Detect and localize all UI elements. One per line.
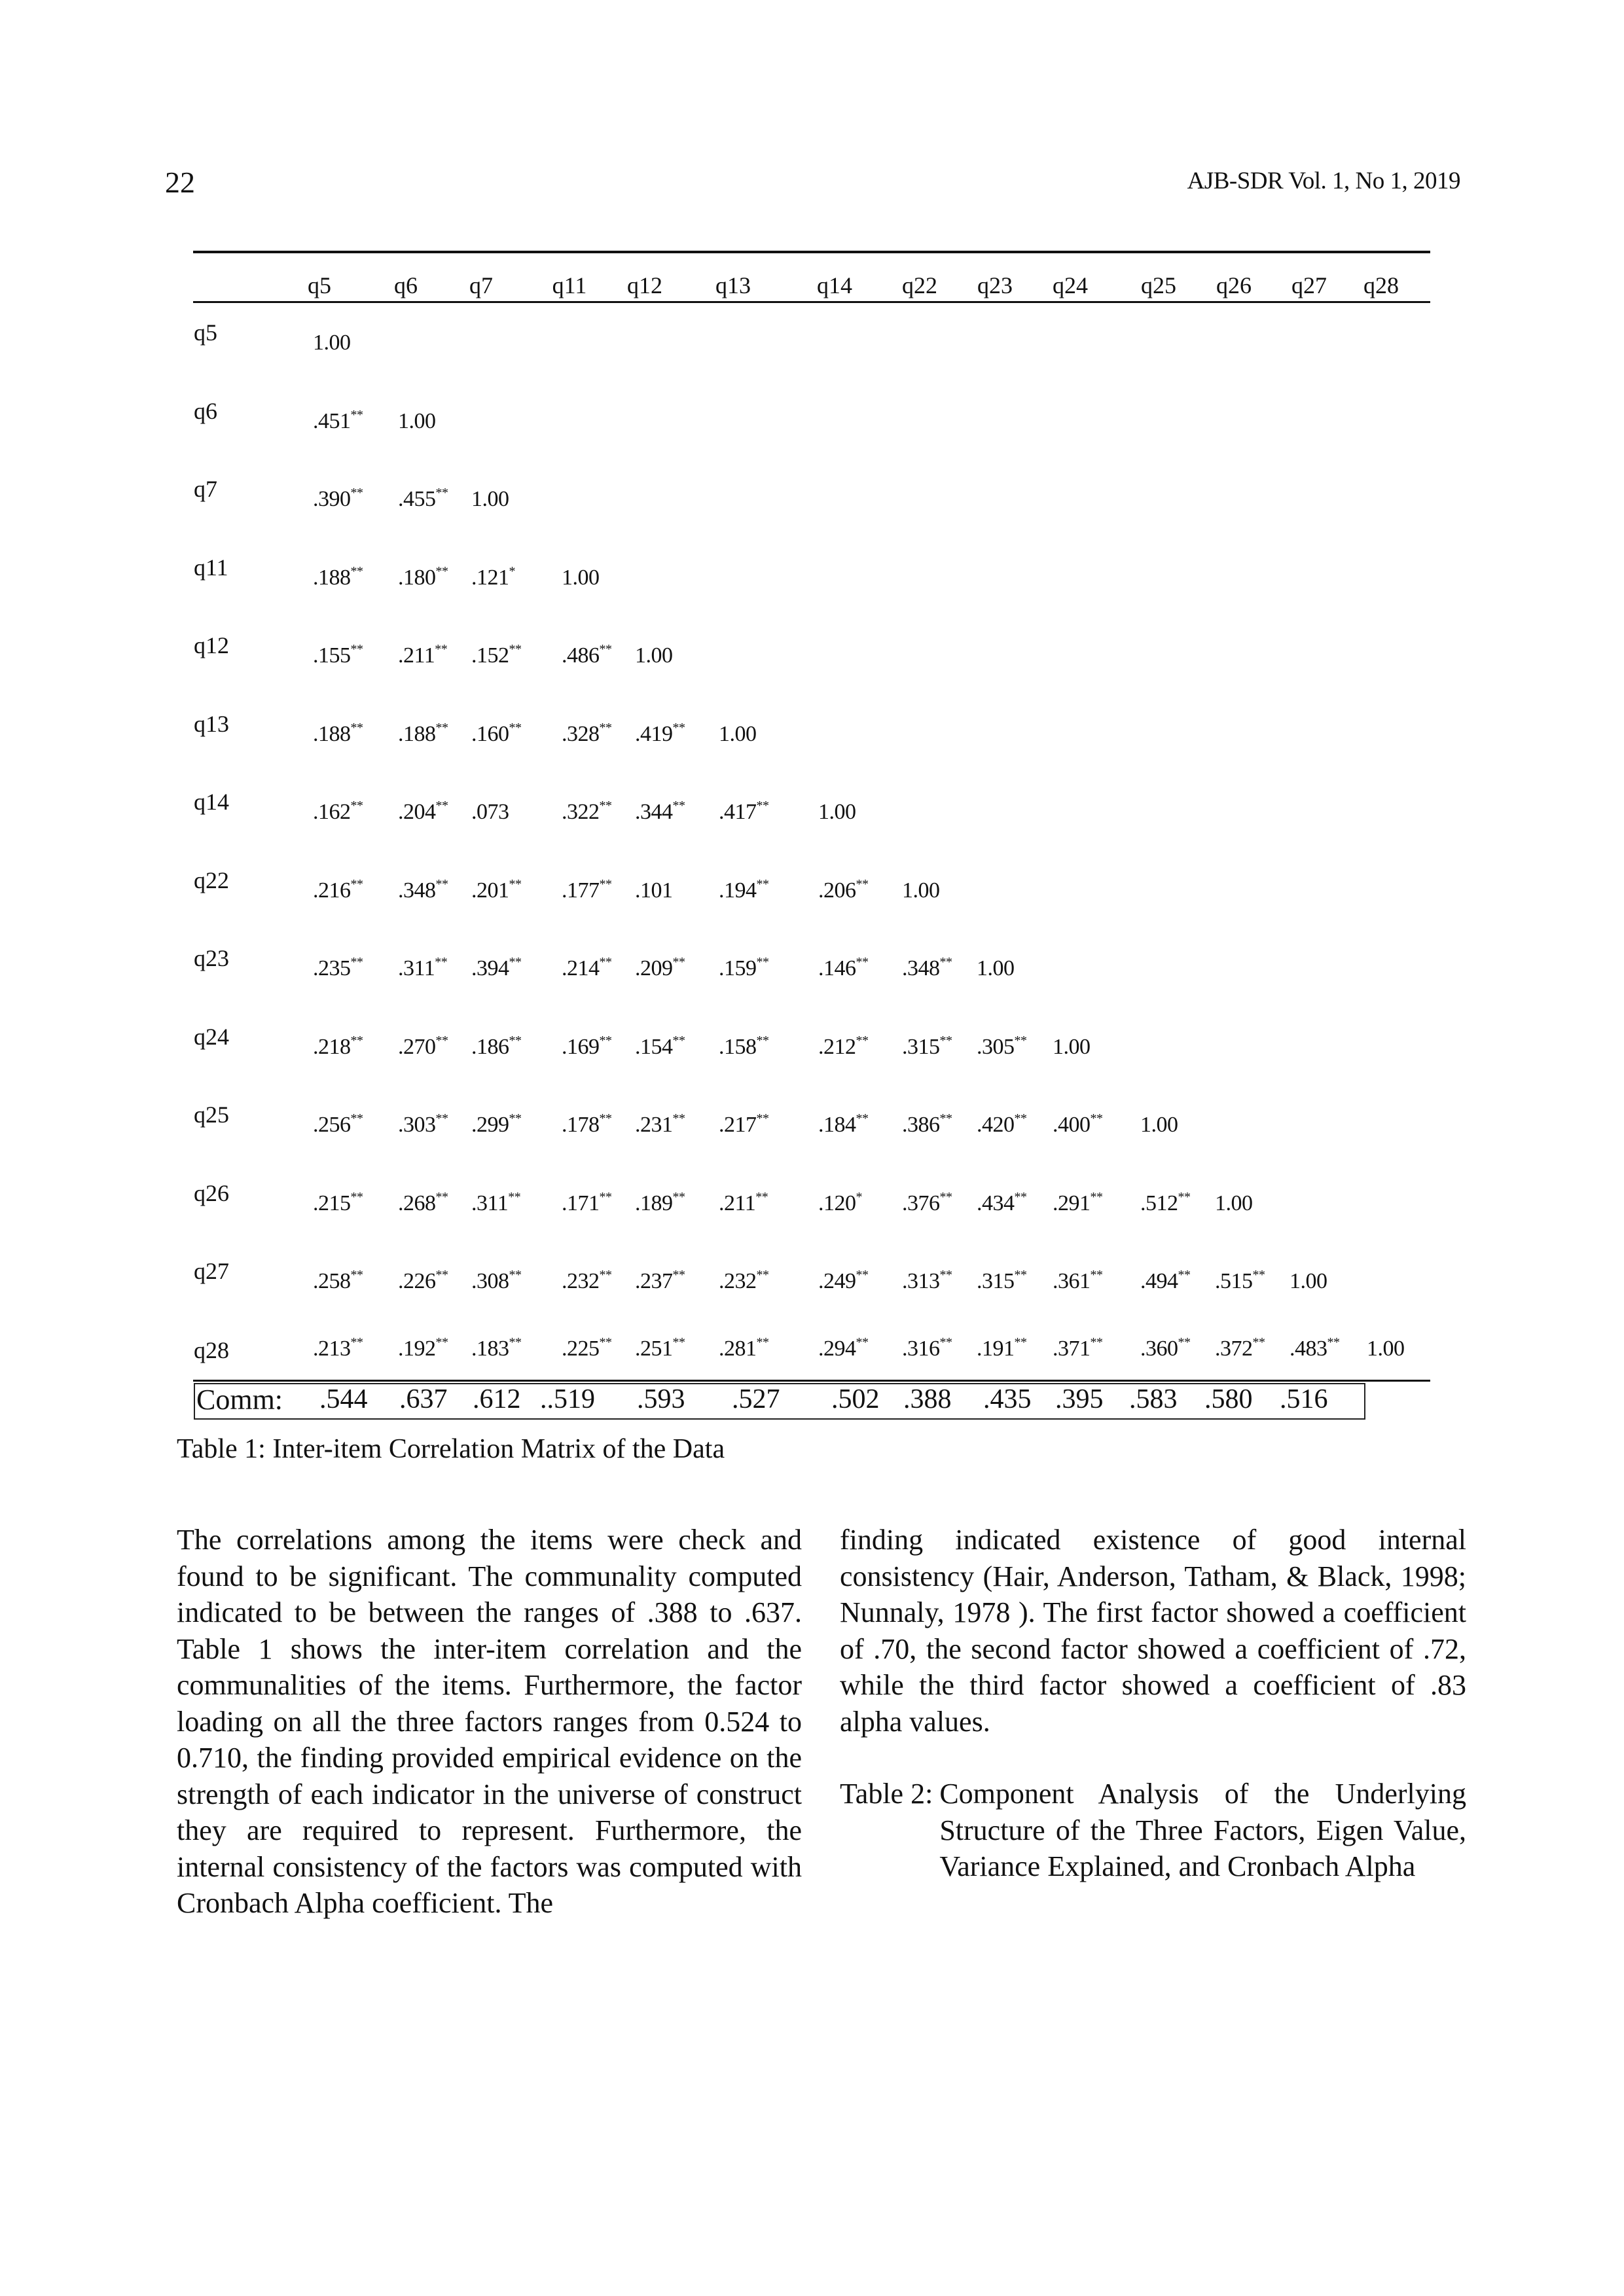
- significance-marker: **: [350, 720, 363, 735]
- table-cell: .232**: [719, 1268, 769, 1293]
- significance-marker: **: [350, 1335, 363, 1350]
- significance-marker: **: [350, 798, 363, 813]
- table-cell: .376**: [902, 1189, 952, 1215]
- table-cell: .237**: [635, 1268, 685, 1293]
- table-cell: .316**: [902, 1335, 952, 1361]
- table-cell: .178**: [562, 1111, 612, 1137]
- significance-marker: **: [435, 564, 448, 579]
- table-cell: .419**: [635, 720, 685, 746]
- table-header-rule: [193, 301, 1430, 303]
- significance-marker: **: [856, 1268, 869, 1282]
- significance-marker: **: [599, 1335, 612, 1350]
- row-label-q7: q7: [194, 476, 217, 502]
- table-cell: .417**: [719, 798, 769, 824]
- significance-marker: **: [755, 1189, 768, 1204]
- communality-value: .516: [1280, 1384, 1328, 1414]
- table-cell: 1.00: [1140, 1113, 1178, 1137]
- table-cell: .211**: [398, 642, 448, 668]
- table-cell: .212**: [818, 1033, 869, 1059]
- table-cell: .121*: [471, 564, 515, 590]
- significance-marker: **: [435, 1033, 448, 1048]
- table-cell: .434**: [977, 1189, 1027, 1215]
- row-label-q12: q12: [194, 632, 229, 658]
- table-cell: .231**: [635, 1111, 685, 1137]
- table-cell: .308**: [471, 1268, 522, 1293]
- table-cell: .177**: [562, 876, 612, 903]
- significance-marker: **: [599, 1111, 612, 1126]
- significance-marker: **: [856, 1033, 869, 1048]
- table-cell: .189**: [635, 1189, 685, 1215]
- communality-value: .502: [831, 1384, 880, 1414]
- column-header-q23: q23: [977, 272, 1013, 298]
- significance-marker: **: [672, 1189, 685, 1204]
- table-cell: .213**: [313, 1335, 363, 1361]
- significance-marker: **: [509, 720, 522, 735]
- significance-marker: **: [509, 1111, 522, 1126]
- table-cell: .249**: [818, 1268, 869, 1293]
- significance-marker: **: [672, 955, 685, 969]
- row-label-q6: q6: [194, 397, 217, 424]
- table-cell: .305**: [977, 1033, 1027, 1059]
- table-cell: .420**: [977, 1111, 1027, 1137]
- significance-marker: **: [350, 876, 363, 891]
- row-label-q28: q28: [194, 1337, 229, 1363]
- table-cell: .390**: [313, 486, 363, 511]
- right-paragraph: finding indicated existence of good internal consistency (Hair, Anderson, Tatham, & Black, 1998; Nunnaly, 1978 ). The first factor showed a coefficient of .70, the second factor showed a coefficient of .72, while the third factor showed a coefficient of .83 alpha values.: [840, 1524, 1466, 1738]
- table-cell: .158**: [719, 1033, 769, 1059]
- significance-marker: **: [509, 1335, 522, 1350]
- significance-marker: **: [939, 1111, 952, 1126]
- significance-marker: **: [509, 1033, 522, 1048]
- table-cell: 1.00: [719, 721, 757, 746]
- column-header-q27: q27: [1291, 272, 1327, 298]
- significance-marker: **: [1178, 1268, 1191, 1282]
- table-cell: .268**: [398, 1189, 448, 1215]
- significance-marker: **: [509, 955, 522, 969]
- column-header-q7: q7: [469, 272, 493, 298]
- table-cell: .322**: [562, 798, 612, 824]
- significance-marker: **: [435, 876, 448, 891]
- table-cell: .152**: [471, 642, 522, 668]
- significance-marker: *: [509, 564, 515, 579]
- column-header-q26: q26: [1216, 272, 1252, 298]
- column-header-q12: q12: [627, 272, 662, 298]
- table-cell: .360**: [1140, 1335, 1191, 1361]
- table-cell: .256**: [313, 1111, 363, 1137]
- table-cell: 1.00: [398, 408, 436, 433]
- table-cell: .159**: [719, 955, 769, 980]
- significance-marker: **: [435, 955, 448, 969]
- table-cell: .194**: [719, 876, 769, 903]
- table-cell: .206**: [818, 876, 869, 903]
- table-cell: .515**: [1215, 1268, 1265, 1293]
- significance-marker: **: [599, 642, 612, 656]
- communality-value: .583: [1129, 1384, 1178, 1414]
- table-cell: .294**: [818, 1335, 869, 1361]
- table-cell: .311**: [471, 1189, 521, 1215]
- significance-marker: **: [756, 955, 769, 969]
- significance-marker: **: [856, 876, 869, 891]
- column-header-q5: q5: [308, 272, 331, 298]
- table-cell: .251**: [635, 1335, 685, 1361]
- table1-caption: Table 1: Inter-item Correlation Matrix of the Data: [177, 1434, 725, 1464]
- table-cell: .216**: [313, 876, 363, 903]
- table-cell: .455**: [398, 486, 448, 511]
- table-cell: .226**: [398, 1268, 448, 1293]
- column-header-q28: q28: [1363, 272, 1399, 298]
- left-paragraph: The correlations among the items were check and found to be significant. The communality computed indicated to be between the ranges of .388 to .637. Table 1 shows the inter-item correlation and the communalities of the items. Furthermore, the factor loading on all the three factors ranges from 0.524 to 0.710, the finding provided empirical evidence on the strength of each indicator in the universe of construct they are required to represent. Furthermore, the internal consistency of the factors was computed with Cronbach Alpha coefficient. The: [177, 1524, 802, 1919]
- table-cell: .120*: [818, 1189, 862, 1215]
- significance-marker: **: [350, 407, 363, 422]
- significance-marker: **: [1327, 1335, 1340, 1350]
- communality-value: .593: [637, 1384, 685, 1414]
- running-head: AJB-SDR Vol. 1, No 1, 2019: [1187, 168, 1460, 194]
- table-cell: .211**: [719, 1189, 768, 1215]
- table-cell: .303**: [398, 1111, 448, 1137]
- communality-value: .637: [399, 1384, 448, 1414]
- table-cell: .348**: [398, 876, 448, 903]
- table-bottom-rule: [193, 1380, 1430, 1382]
- significance-marker: **: [435, 1268, 448, 1282]
- table-cell: 1.00: [902, 878, 940, 903]
- significance-marker: **: [350, 1268, 363, 1282]
- significance-marker: **: [599, 1268, 612, 1282]
- table-cell: .160**: [471, 720, 522, 746]
- significance-marker: **: [756, 1268, 769, 1282]
- table-cell: .315**: [902, 1033, 952, 1059]
- significance-marker: **: [1252, 1268, 1265, 1282]
- significance-marker: **: [435, 720, 448, 735]
- table-cell: .451**: [313, 407, 363, 433]
- significance-marker: **: [672, 798, 685, 813]
- table-cell: .328**: [562, 720, 612, 746]
- significance-marker: **: [856, 955, 869, 969]
- significance-marker: **: [509, 1268, 522, 1282]
- table-cell: .232**: [562, 1268, 612, 1293]
- significance-marker: **: [1014, 1335, 1027, 1350]
- significance-marker: **: [599, 955, 612, 969]
- significance-marker: **: [756, 1111, 769, 1126]
- significance-marker: **: [509, 642, 522, 656]
- communality-value: .388: [903, 1384, 952, 1414]
- significance-marker: **: [1090, 1189, 1103, 1204]
- significance-marker: **: [435, 1111, 448, 1126]
- significance-marker: **: [350, 1033, 363, 1048]
- table-top-rule: [193, 251, 1430, 253]
- significance-marker: **: [672, 1268, 685, 1282]
- row-label-q14: q14: [194, 789, 229, 815]
- significance-marker: **: [599, 720, 612, 735]
- significance-marker: **: [435, 486, 448, 500]
- table-cell: .188**: [313, 564, 363, 590]
- table-cell: .315**: [977, 1268, 1027, 1293]
- table-cell: .180**: [398, 564, 448, 590]
- row-label-q23: q23: [194, 945, 229, 971]
- table-cell: 1.00: [635, 643, 673, 668]
- table-cell: .171**: [562, 1189, 612, 1215]
- page-number: 22: [165, 166, 195, 199]
- table-cell: .291**: [1053, 1189, 1103, 1215]
- significance-marker: **: [939, 955, 952, 969]
- table-cell: .218**: [313, 1033, 363, 1059]
- column-header-q25: q25: [1141, 272, 1176, 298]
- table-cell: .372**: [1215, 1335, 1265, 1361]
- column-header-q13: q13: [715, 272, 751, 298]
- significance-marker: **: [350, 564, 363, 579]
- table-cell: 1.00: [562, 565, 600, 590]
- significance-marker: **: [756, 1335, 769, 1350]
- table-cell: .371**: [1053, 1335, 1103, 1361]
- table-cell: .348**: [902, 955, 952, 980]
- table-cell: .270**: [398, 1033, 448, 1059]
- significance-marker: **: [350, 486, 363, 500]
- column-header-q14: q14: [817, 272, 852, 298]
- significance-marker: **: [939, 1268, 952, 1282]
- table-cell: .073: [471, 800, 509, 824]
- table-cell: .162**: [313, 798, 363, 824]
- significance-marker: **: [1014, 1189, 1027, 1204]
- table-cell: 1.00: [471, 487, 509, 511]
- table2-caption: [840, 1776, 1466, 1885]
- significance-marker: **: [672, 720, 685, 735]
- table-cell: .217**: [719, 1111, 769, 1137]
- table-cell: .146**: [818, 955, 869, 980]
- significance-marker: **: [939, 1033, 952, 1048]
- significance-marker: **: [1014, 1111, 1027, 1126]
- row-label-q22: q22: [194, 867, 229, 893]
- communality-value: .395: [1055, 1384, 1104, 1414]
- significance-marker: **: [435, 1335, 448, 1350]
- table-cell: .215**: [313, 1189, 363, 1215]
- table-cell: .155**: [313, 642, 363, 668]
- table-cell: .186**: [471, 1033, 522, 1059]
- significance-marker: **: [856, 1111, 869, 1126]
- significance-marker: **: [672, 1033, 685, 1048]
- significance-marker: **: [509, 876, 522, 891]
- table-cell: .486**: [562, 642, 612, 668]
- table-cell: 1.00: [1215, 1191, 1253, 1215]
- significance-marker: **: [1252, 1335, 1265, 1350]
- table2-title: Component Analysis of the Underlying Structure of the Three Factors, Eigen Value, Variance Explained, and Cronbach Alpha: [939, 1778, 1466, 1882]
- table-cell: .225**: [562, 1335, 612, 1361]
- significance-marker: **: [939, 1335, 952, 1350]
- significance-marker: **: [1090, 1111, 1103, 1126]
- table-cell: .311**: [398, 955, 448, 980]
- table-cell: 1.00: [818, 800, 856, 824]
- row-label-q25: q25: [194, 1102, 229, 1128]
- table-cell: .483**: [1290, 1335, 1340, 1361]
- communality-value: .435: [983, 1384, 1032, 1414]
- table-cell: .344**: [635, 798, 685, 824]
- communality-value: .580: [1204, 1384, 1253, 1414]
- column-header-q11: q11: [552, 272, 587, 298]
- column-header-q6: q6: [394, 272, 418, 298]
- table-cell: .169**: [562, 1033, 612, 1059]
- table-cell: .192**: [398, 1335, 448, 1361]
- communality-value: ..519: [540, 1384, 595, 1414]
- significance-marker: **: [1014, 1033, 1027, 1048]
- significance-marker: *: [856, 1189, 862, 1204]
- table-cell: .386**: [902, 1111, 952, 1137]
- significance-marker: **: [435, 798, 448, 813]
- significance-marker: **: [350, 955, 363, 969]
- table2-label: Table 2:: [840, 1778, 933, 1810]
- column-header-q24: q24: [1053, 272, 1088, 298]
- table-cell: .204**: [398, 798, 448, 824]
- significance-marker: **: [672, 1111, 685, 1126]
- table-cell: .313**: [902, 1268, 952, 1293]
- communality-value: .527: [732, 1384, 780, 1414]
- table-cell: .394**: [471, 955, 522, 980]
- table-cell: 1.00: [313, 331, 351, 355]
- significance-marker: **: [856, 1335, 869, 1350]
- table-cell: .184**: [818, 1111, 869, 1137]
- significance-marker: **: [599, 1033, 612, 1048]
- significance-marker: **: [756, 1033, 769, 1048]
- row-label-q26: q26: [194, 1179, 229, 1206]
- table-cell: .214**: [562, 955, 612, 980]
- table-cell: .299**: [471, 1111, 522, 1137]
- table-cell: .281**: [719, 1335, 769, 1361]
- significance-marker: **: [1014, 1268, 1027, 1282]
- right-text-column: [840, 1522, 1466, 1885]
- table-cell: 1.00: [1367, 1336, 1405, 1361]
- significance-marker: **: [1178, 1189, 1191, 1204]
- table-cell: .494**: [1140, 1268, 1191, 1293]
- significance-marker: **: [1090, 1335, 1103, 1350]
- row-label-q24: q24: [194, 1023, 229, 1050]
- communality-value: .612: [473, 1384, 521, 1414]
- table-cell: .209**: [635, 955, 685, 980]
- significance-marker: **: [599, 1189, 612, 1204]
- significance-marker: **: [1178, 1335, 1191, 1350]
- table-cell: 1.00: [1290, 1269, 1327, 1293]
- table-cell: .188**: [313, 720, 363, 746]
- significance-marker: **: [1090, 1268, 1103, 1282]
- significance-marker: **: [599, 798, 612, 813]
- row-label-q11: q11: [194, 554, 228, 581]
- communality-label: Comm:: [196, 1384, 283, 1416]
- significance-marker: **: [756, 876, 769, 891]
- significance-marker: **: [435, 1189, 448, 1204]
- table-cell: .154**: [635, 1033, 685, 1059]
- table-cell: 1.00: [1053, 1034, 1091, 1059]
- table-cell: .512**: [1140, 1189, 1191, 1215]
- significance-marker: **: [599, 876, 612, 891]
- row-label-q5: q5: [194, 319, 217, 346]
- significance-marker: **: [939, 1189, 952, 1204]
- significance-marker: **: [350, 1189, 363, 1204]
- table-cell: .361**: [1053, 1268, 1103, 1293]
- table-cell: .191**: [977, 1335, 1027, 1361]
- significance-marker: **: [756, 798, 769, 813]
- table-cell: .235**: [313, 955, 363, 980]
- significance-marker: **: [350, 642, 363, 656]
- significance-marker: **: [350, 1111, 363, 1126]
- row-label-q13: q13: [194, 710, 229, 737]
- significance-marker: **: [672, 1335, 685, 1350]
- table-cell: .101: [635, 878, 673, 903]
- communality-value: .544: [319, 1384, 368, 1414]
- column-header-q22: q22: [902, 272, 937, 298]
- significance-marker: **: [508, 1189, 521, 1204]
- table-cell: .201**: [471, 876, 522, 903]
- row-label-q27: q27: [194, 1258, 229, 1284]
- table-cell: .258**: [313, 1268, 363, 1293]
- table-cell: .183**: [471, 1335, 522, 1361]
- left-text-column: [177, 1522, 802, 1922]
- table-cell: 1.00: [977, 956, 1015, 980]
- table-cell: .400**: [1053, 1111, 1103, 1137]
- significance-marker: **: [435, 642, 448, 656]
- table-cell: .188**: [398, 720, 448, 746]
